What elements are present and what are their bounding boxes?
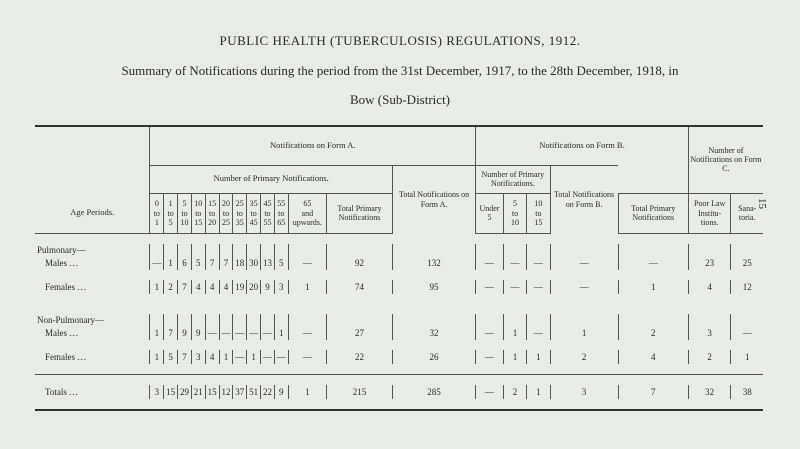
table-cell: 6 <box>178 256 192 270</box>
spacer <box>35 234 763 245</box>
table-cell: 215 <box>326 385 392 399</box>
table-cell: 1 <box>618 280 688 294</box>
table-cell: 2 <box>618 326 688 340</box>
page-subtitle: Summary of Notifications during the period from the 31st December, 1917, to the 28th December, 1918, in <box>121 63 679 78</box>
header-primary-a: Number of Primary Notifications. <box>150 165 393 193</box>
table-cell: 5 <box>191 256 205 270</box>
table-cell: — <box>503 256 526 270</box>
spacer <box>35 340 763 350</box>
table-cell: 2 <box>688 350 731 364</box>
header-total-primary-a: Total Primary Notifications <box>326 193 392 234</box>
table-cell: — <box>476 385 504 399</box>
table-cell: 2 <box>550 350 618 364</box>
notifications-summary-table <box>35 125 763 411</box>
table-row <box>35 256 763 270</box>
table-cell: 285 <box>392 385 475 399</box>
table-cell: 95 <box>392 280 475 294</box>
table-cell: 1 <box>150 326 164 340</box>
header-poor-law: Poor Law Institu- tions. <box>688 193 731 234</box>
table-cell: 1 <box>150 280 164 294</box>
table-cell: 26 <box>392 350 475 364</box>
table-cell: 1 <box>247 350 261 364</box>
page-title: PUBLIC HEALTH (TUBERCULOSIS) REGULATIONS, 1912. <box>219 33 581 48</box>
table-cell: 38 <box>731 385 763 399</box>
table-cell: 9 <box>178 326 192 340</box>
table-cell: 25 <box>731 256 763 270</box>
table-cell: 4 <box>219 280 233 294</box>
table-cell: 2 <box>503 385 526 399</box>
table-cell: 29 <box>178 385 192 399</box>
table-cell: — <box>550 280 618 294</box>
table-cell: 1 <box>274 326 288 340</box>
section-pulmonary: Pulmonary— <box>37 244 86 255</box>
table-cell: 1 <box>527 385 550 399</box>
age-col-5-10: 5 to 10 <box>178 193 192 234</box>
table-cell: 7 <box>205 256 219 270</box>
row-label: Females ... <box>45 351 87 362</box>
table-cell: 22 <box>261 385 275 399</box>
table-cell: 7 <box>219 256 233 270</box>
table-cell: 12 <box>731 280 763 294</box>
section-non-pulmonary: Non-Pulmonary— <box>37 314 104 325</box>
spacer <box>35 270 763 280</box>
header-blank <box>35 126 150 165</box>
table-cell: — <box>476 256 504 270</box>
table-cell: — <box>527 326 550 340</box>
spacer <box>35 364 763 375</box>
table-cell: — <box>527 256 550 270</box>
table-cell: 21 <box>191 385 205 399</box>
header-form-c: Number of Notifications on Form C. <box>688 126 763 193</box>
header-total-primary-b: Total Primary Notifications <box>618 193 688 234</box>
header-sanatoria: Sana- toria. <box>731 193 763 234</box>
age-col-0-1: 0 to 1 <box>150 193 164 234</box>
table-cell: 30 <box>247 256 261 270</box>
age-col-1-5: 1 to 5 <box>164 193 178 234</box>
table-cell: 4 <box>205 350 219 364</box>
table-cell: 37 <box>233 385 247 399</box>
row-label-totals: Totals ... <box>45 386 79 397</box>
table-row <box>35 326 763 340</box>
table-cell: 1 <box>150 350 164 364</box>
table-cell: 12 <box>219 385 233 399</box>
table-cell: 1 <box>550 326 618 340</box>
spacer <box>35 375 763 386</box>
table-cell: — <box>731 326 763 340</box>
district-heading: Bow (Sub-District) <box>349 92 451 107</box>
table-cell: 1 <box>219 350 233 364</box>
header-form-a: Notifications on Form A. <box>150 126 476 165</box>
table-cell: 4 <box>205 280 219 294</box>
table-cell: 15 <box>205 385 219 399</box>
table-cell: — <box>476 326 504 340</box>
header-blank-2 <box>35 165 150 193</box>
table-cell: — <box>288 256 326 270</box>
table-cell: 51 <box>247 385 261 399</box>
age-col-55-65: 55 to 65 <box>274 193 288 234</box>
table-cell: 3 <box>191 350 205 364</box>
table-cell: 3 <box>150 385 164 399</box>
table-cell: — <box>550 256 618 270</box>
table-row <box>35 280 763 294</box>
table-cell: — <box>476 280 504 294</box>
age-col-under-5: Under 5 <box>476 193 504 234</box>
table-cell: — <box>274 350 288 364</box>
spacer <box>35 294 763 304</box>
table-cell: 7 <box>178 350 192 364</box>
table-cell: 32 <box>688 385 731 399</box>
table-cell: — <box>247 326 261 340</box>
table-cell: 9 <box>261 280 275 294</box>
table-cell: 2 <box>164 280 178 294</box>
age-col-35-45: 35 to 45 <box>247 193 261 234</box>
age-col-20-25: 20 to 25 <box>219 193 233 234</box>
table-cell: 74 <box>326 280 392 294</box>
page-number: 15 <box>756 198 768 209</box>
table-cell: 18 <box>233 256 247 270</box>
table-cell: 27 <box>326 326 392 340</box>
header-age-periods: Age Periods. <box>35 193 150 234</box>
row-label: Females ... <box>45 281 87 292</box>
table-cell: 1 <box>288 385 326 399</box>
table-cell: 32 <box>392 326 475 340</box>
age-col-b-5-10: 5 to 10 <box>503 193 526 234</box>
table-cell: 1 <box>164 256 178 270</box>
table-cell: 1 <box>527 350 550 364</box>
table-cell: — <box>261 326 275 340</box>
spacer <box>35 399 763 410</box>
header-total-form-b: Total Notifications on Form B. <box>550 165 618 234</box>
table-row <box>35 385 763 399</box>
header-total-form-a: Total Notifications on Form A. <box>392 165 475 234</box>
table-cell: 3 <box>688 326 731 340</box>
table-cell: 92 <box>326 256 392 270</box>
age-col-b-10-15: 10 to 15 <box>527 193 550 234</box>
age-col-15-20: 15 to 20 <box>205 193 219 234</box>
table-cell: — <box>205 326 219 340</box>
table-cell: 22 <box>326 350 392 364</box>
spacer <box>35 304 763 314</box>
table-cell: 7 <box>178 280 192 294</box>
age-col-25-35: 25 to 35 <box>233 193 247 234</box>
table-cell: — <box>288 326 326 340</box>
table-cell: — <box>233 350 247 364</box>
table-cell: 20 <box>247 280 261 294</box>
table-cell: — <box>288 350 326 364</box>
age-col-10-15: 10 to 15 <box>191 193 205 234</box>
table-cell: — <box>503 280 526 294</box>
table-cell: 1 <box>503 350 526 364</box>
table-cell: 1 <box>288 280 326 294</box>
table-row <box>35 350 763 364</box>
table-cell: 3 <box>550 385 618 399</box>
table-cell: 1 <box>731 350 763 364</box>
table-cell: — <box>150 256 164 270</box>
table-cell: 13 <box>261 256 275 270</box>
age-col-45-55: 45 to 55 <box>261 193 275 234</box>
table-cell: 19 <box>233 280 247 294</box>
table-cell: — <box>618 256 688 270</box>
table-cell: 1 <box>503 326 526 340</box>
table-cell: 7 <box>618 385 688 399</box>
table-cell: 5 <box>164 350 178 364</box>
table-cell: — <box>476 350 504 364</box>
table-cell: 4 <box>618 350 688 364</box>
table-cell: 3 <box>274 280 288 294</box>
table-cell: 23 <box>688 256 731 270</box>
row-label: Males ... <box>45 327 79 338</box>
header-form-b: Notifications on Form B. <box>476 126 689 165</box>
table-cell: 7 <box>164 326 178 340</box>
table-cell: 132 <box>392 256 475 270</box>
table-cell: — <box>219 326 233 340</box>
table-cell: 5 <box>274 256 288 270</box>
table-cell: — <box>261 350 275 364</box>
table-cell: 15 <box>164 385 178 399</box>
header-primary-b: Number of Primary Notifications. <box>476 165 550 193</box>
table-cell: — <box>527 280 550 294</box>
row-label: Males ... <box>45 257 79 268</box>
table-cell: 4 <box>191 280 205 294</box>
table-cell: 4 <box>688 280 731 294</box>
table-cell: 9 <box>191 326 205 340</box>
table-cell: 9 <box>274 385 288 399</box>
table-cell: — <box>233 326 247 340</box>
age-col-65-upwards: 65 and upwards. <box>288 193 326 234</box>
